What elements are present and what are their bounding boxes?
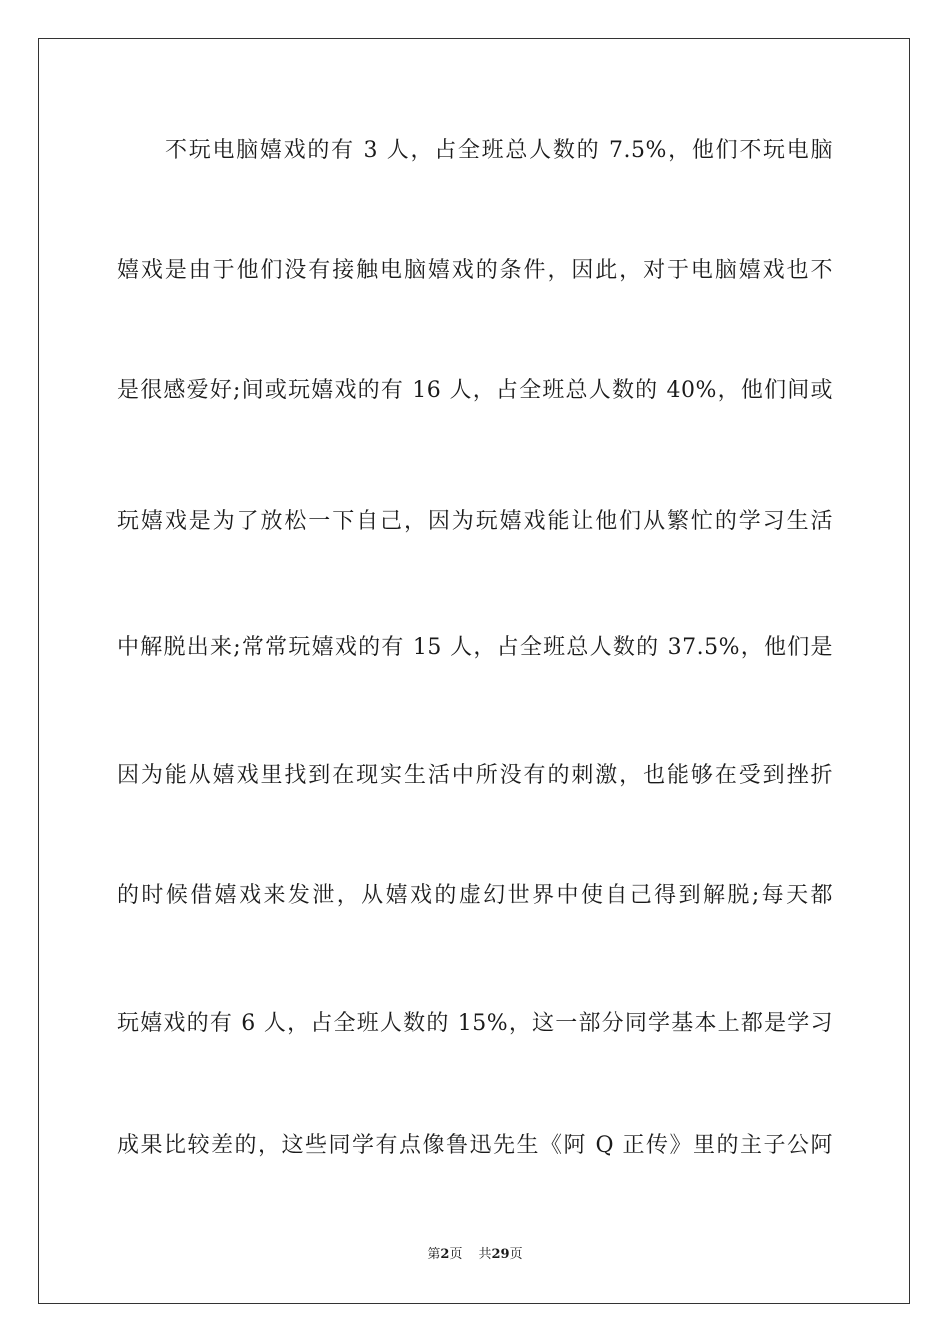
text-line: 成果比较差的，这些同学有点像鲁迅先生《阿 Q 正传》里的主子公阿 xyxy=(117,1133,833,1158)
text-line: 嬉戏是由于他们没有接触电脑嬉戏的条件，因此，对于电脑嬉戏也不 xyxy=(117,258,833,283)
total-prefix: 共 xyxy=(478,1247,492,1262)
text-line: 玩嬉戏的有 6 人，占全班人数的 15%，这一部分同学基本上都是学习 xyxy=(117,1011,833,1036)
text-line: 不玩电脑嬉戏的有 3 人，占全班总人数的 7.5%，他们不玩电脑 xyxy=(165,138,833,163)
text-line: 中解脱出来;常常玩嬉戏的有 15 人，占全班总人数的 37.5%，他们是 xyxy=(117,635,833,660)
page-number: 2 xyxy=(440,1247,450,1262)
page-prefix: 第 xyxy=(427,1247,441,1262)
page-suffix: 页 xyxy=(449,1247,463,1262)
text-line: 是很感爱好;间或玩嬉戏的有 16 人，占全班总人数的 40%，他们间或 xyxy=(117,378,833,403)
text-line: 的时候借嬉戏来发泄，从嬉戏的虚幻世界中使自己得到解脱;每天都 xyxy=(117,883,833,908)
total-pages: 29 xyxy=(491,1247,510,1262)
page-footer xyxy=(0,1246,950,1264)
text-line: 因为能从嬉戏里找到在现实生活中所没有的刺激，也能够在受到挫折 xyxy=(117,763,833,788)
total-suffix: 页 xyxy=(509,1247,523,1262)
page-border xyxy=(38,38,910,1304)
text-line: 玩嬉戏是为了放松一下自己，因为玩嬉戏能让他们从繁忙的学习生活 xyxy=(117,509,833,534)
